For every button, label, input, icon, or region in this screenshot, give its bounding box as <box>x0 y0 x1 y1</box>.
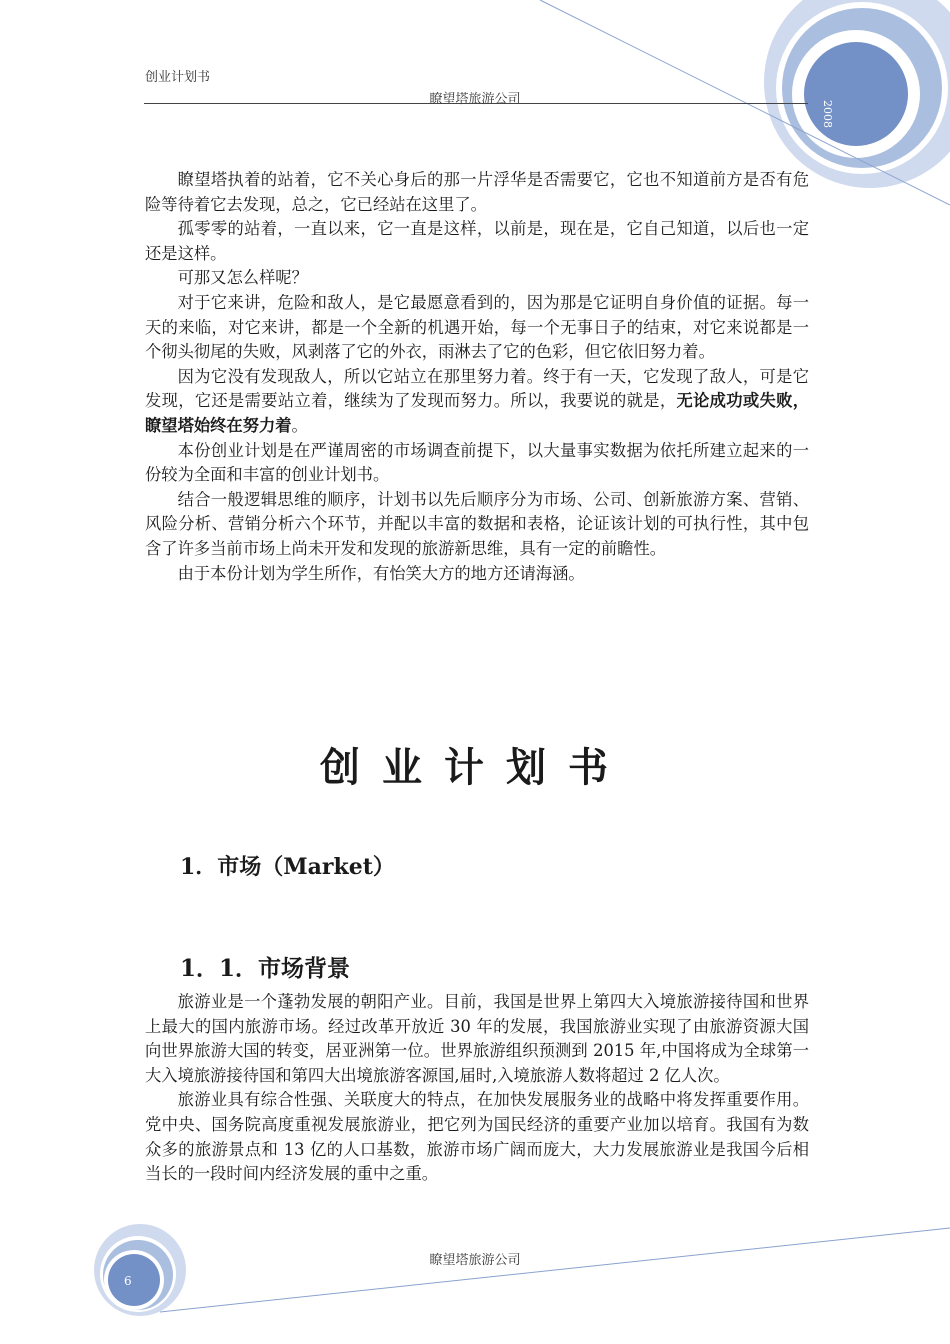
document-title: 创业计划书 <box>320 744 630 791</box>
section-1-1-heading: 1．1．市场背景 <box>180 955 351 982</box>
intro-paragraph-8: 由于本份计划为学生所作，有怡笑大方的地方还请海涵。 <box>177 563 585 583</box>
header-company: 瞭望塔旅游公司 <box>429 92 521 107</box>
intro-p5-end: 。 <box>291 415 308 435</box>
intro-p5-bold: 无论成功或失败，瞭望塔始终在努力着 <box>145 391 809 435</box>
page-number: 6 <box>124 1274 132 1288</box>
intro-paragraph-3: 可那又怎么样呢？ <box>177 268 308 288</box>
market-paragraph-1: 旅游业是一个蓬勃发展的朝阳产业。目前，我国是世界上第四大入境旅游接待国和世界上最大的国内旅游市场。经过改革开放近 30 年的发展，我国旅游业实现了由旅游资源大国向世界旅游大国的转变，居亚洲第一位。世界旅游组织预测到 2015 年,中国将成为全球第一大入境旅游接待国和第四大出境旅游客源国,届时,入境旅游人数将超过 2 亿人次。 <box>145 992 809 1085</box>
intro-paragraph-5 <box>145 365 809 439</box>
footer-company: 瞭望塔旅游公司 <box>429 1253 521 1268</box>
intro-paragraph-1: 瞭望塔执着的站着，它不关心身后的那一片浮华是否需要它，它也不知道前方是否有危险等待着它去发现，总之，它已经站在这里了。 <box>145 170 809 214</box>
market-background-text <box>145 990 809 1187</box>
intro-paragraph-6: 本份创业计划是在严谨周密的市场调查前提下，以大量事实数据为依托所建立起来的一份较为全面和丰富的创业计划书。 <box>145 440 809 485</box>
intro-p5-text: 因为它没有发现敌人，所以它站立在那里努力着。终于有一天，它发现了敌人，可是它发现，它还是需要站立着，继续为了发现而努力。所以，我要说的就是， <box>145 366 809 411</box>
intro-paragraph-2: 孤零零的站着，一直以来，它一直是这样，以前是，现在是，它自己知道，以后也一定还是这样。 <box>145 219 809 263</box>
header-year: 2008 <box>821 100 834 128</box>
footer-diagonal-line <box>160 1228 950 1312</box>
section-1-heading: 1．市场（Market） <box>180 854 395 880</box>
header-doc-label: 创业计划书 <box>145 70 211 85</box>
header-rule <box>144 103 808 104</box>
intro-paragraph-4: 对于它来讲，危险和敌人，是它最愿意看到的，因为那是它证明自身价值的证据。每一天的来临，对它来讲，都是一个全新的机遇开始，每一个无事日子的结束，对它来说都是一个彻头彻尾的失败，风剥落了它的外衣，雨淋去了它的色彩，但它依旧努力着。 <box>145 292 809 362</box>
intro-text <box>145 168 809 586</box>
intro-paragraph-7: 结合一般逻辑思维的顺序，计划书以先后顺序分为市场、公司、创新旅游方案、营销、风险分析、营销分析六个环节，并配以丰富的数据和表格，论证该计划的可执行性，其中包含了许多当前市场上尚未开发和发现的旅游新思维，具有一定的前瞻性。 <box>145 489 809 558</box>
market-paragraph-2: 旅游业具有综合性强、关联度大的特点，在加快发展服务业的战略中将发挥重要作用。党中央、国务院高度重视发展旅游业，把它列为国民经济的重要产业加以培育。我国有为数众多的旅游景点和 13 亿的人口基数，旅游市场广阔而庞大，大力发展旅游业是我国今后相当长的一段时间内经济发展的重中之重。 <box>145 1090 809 1184</box>
